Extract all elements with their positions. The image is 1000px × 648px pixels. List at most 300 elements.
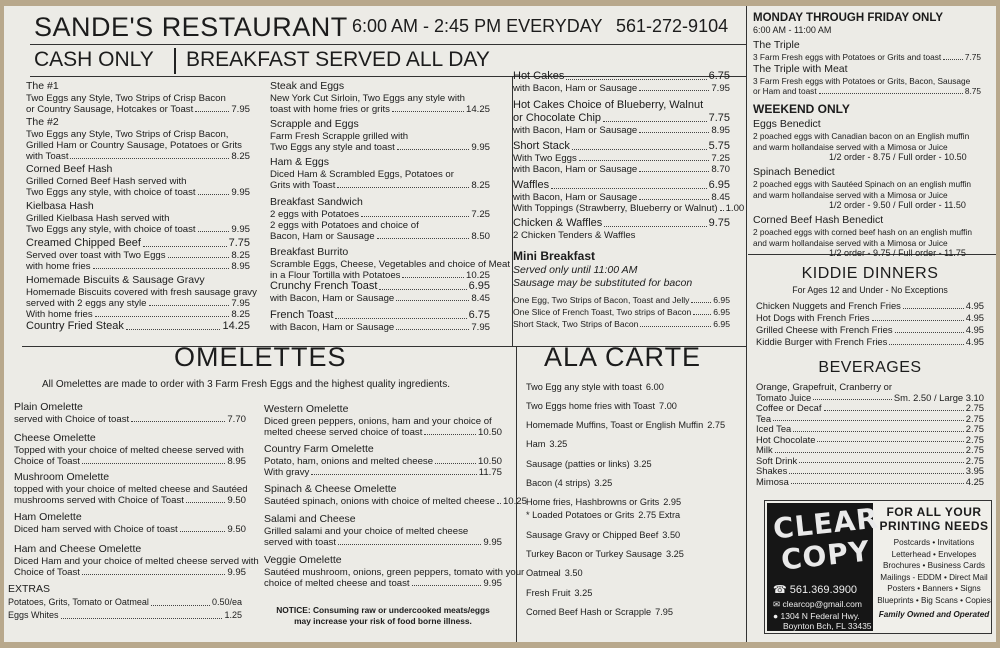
menu-item [264, 443, 502, 478]
item-desc: 2 poached eggs with corned beef hash on an english muffin [753, 227, 972, 237]
menu-item [264, 554, 525, 589]
weekday-title: MONDAY THROUGH FRIDAY ONLY [753, 12, 943, 24]
item-price: 7.75 [964, 52, 981, 62]
item-desc [513, 125, 730, 136]
item-price: 10.25 [502, 496, 527, 507]
ad-email: ✉ clearcop@gmail.com [773, 599, 862, 609]
item-desc [26, 176, 250, 187]
dot-leader [572, 140, 707, 150]
item-text: Kielbasa Hash [26, 200, 94, 212]
item-price: 9.95 [483, 578, 502, 589]
alacarte-item [526, 438, 736, 450]
item-name [270, 246, 490, 259]
beverage-item [756, 403, 984, 414]
item-price: 9.95 [231, 187, 250, 198]
menu-page [4, 6, 996, 642]
dot-leader [819, 86, 963, 94]
menu-item [270, 196, 490, 242]
logo-text-clear: CLEAR [771, 501, 881, 546]
item-desc [264, 537, 502, 548]
item-name [270, 156, 490, 169]
ad-service: Postcards • Invitations [893, 538, 975, 547]
item-price: 3.95 [965, 465, 984, 476]
alacarte-item [526, 496, 736, 508]
weekend-title: WEEKEND ONLY [753, 102, 850, 116]
item-desc [26, 250, 250, 261]
ad-services [877, 537, 991, 606]
separator: / [890, 152, 899, 162]
item-name [14, 432, 246, 445]
item-text: Short Stack, Two Strips of Bacon [513, 319, 639, 329]
item-text: Hot Dogs with French Fries [756, 312, 870, 323]
item-price: 2.75 [707, 420, 726, 430]
menu-item [26, 116, 250, 162]
item-desc [264, 567, 525, 578]
item-desc [14, 484, 246, 495]
ad-phone: ☎ 561.369.3900 [773, 584, 858, 596]
item-text: Short Stack [513, 140, 570, 152]
item-price: 7.75 [228, 237, 250, 249]
item-prices [753, 152, 981, 163]
extras-item [8, 609, 242, 622]
item-text: Mimosa [756, 475, 789, 487]
ad-tagline: Family Owned and Operated [878, 610, 990, 619]
kiddie-item [756, 300, 984, 312]
item-price: 7.00 [659, 401, 677, 411]
item-price: 3.25 [574, 588, 593, 598]
item-desc [270, 220, 490, 231]
item-text: Two Eggs any Style, Two Strips of Crisp Bacon [26, 93, 226, 104]
item-price: 14.25 [465, 104, 490, 115]
item-name [14, 511, 246, 524]
item-text: 3 Farm Fresh eggs with Potatoes or Grits, Bacon, Sausage [753, 75, 971, 86]
item-price: 4.95 [965, 324, 984, 335]
dot-leader [149, 298, 230, 306]
item-text: Farm Fresh Scrapple grilled with [270, 131, 409, 142]
alacarte-item [526, 587, 736, 599]
item-price: 2.75 [965, 444, 984, 455]
item-price: 9.95 [483, 537, 502, 548]
hours: 6:00 AM - 2:45 PM EVERYDAY [352, 16, 603, 36]
item-desc: 2 poached eggs with Canadian bacon on an English muffin [753, 131, 970, 141]
ad-service: Letterhead • Envelopes [891, 549, 977, 559]
item-text: Soft Drink [756, 454, 798, 466]
item-price: 10.50 [477, 456, 502, 467]
menu-item [264, 403, 502, 438]
half-order-price: 1/2 order - 9.50 [829, 200, 891, 210]
dot-leader [198, 224, 230, 232]
item-text: or Chocolate Chip [513, 112, 602, 124]
item-text: * Loaded Potatoes or Grits [526, 510, 635, 520]
ad-address-city: Boynton Bch, FL 33435 [783, 621, 872, 631]
dot-leader [311, 467, 476, 475]
menu-item [14, 471, 246, 506]
beverage-item [756, 445, 984, 456]
item-text: with Bacon, Ham or Sausage [270, 322, 395, 333]
item-price: 6.75 [708, 70, 730, 82]
item-price: 7.25 [711, 153, 730, 164]
menu-item [14, 401, 246, 425]
item-text: Ham and Cheese Omelette [14, 543, 142, 555]
item-desc [26, 224, 250, 235]
item-desc [513, 230, 730, 241]
item-price: 8.70 [711, 164, 730, 175]
item-text: Diced ham served with Choice of toast [14, 524, 178, 535]
item-price: 3.50 [662, 530, 681, 540]
dot-leader [789, 466, 963, 474]
mini-item [513, 294, 730, 306]
dot-leader [338, 537, 481, 545]
item-text: French Toast [270, 309, 334, 321]
item-text: Ham & Eggs [270, 156, 329, 168]
item-price: Sm. 2.50 / Large 3.10 [893, 392, 984, 403]
item-price: 9.75 [708, 217, 730, 229]
item-text: Corned Beef Hash [26, 163, 113, 175]
item-name [264, 443, 502, 456]
divider [30, 44, 746, 45]
item-text: Choice of Toast [14, 456, 80, 467]
dot-leader [126, 320, 221, 330]
dot-leader [412, 578, 482, 586]
item-desc: and warm hollandaise served with a Mimosa or Juice [753, 237, 948, 248]
dot-leader [889, 336, 963, 345]
dot-leader [361, 209, 469, 217]
item-price: 8.45 [471, 293, 490, 304]
mini-breakfast [513, 249, 730, 330]
item-text: Steak and Eggs [270, 80, 345, 92]
item-desc [270, 169, 490, 180]
item-price: 2.75 [965, 454, 984, 466]
item-name: Spinach Benedict [753, 166, 835, 178]
item-price: 6.95 [468, 280, 490, 292]
item-price: 8.95 [227, 456, 246, 467]
clearcopy-ad [764, 500, 992, 634]
dot-leader [497, 496, 501, 504]
beverage-item [756, 424, 984, 435]
item-desc [14, 445, 246, 456]
menu-item [513, 112, 730, 136]
mini-item [513, 306, 730, 318]
item-name: Corned Beef Hash Benedict [753, 214, 884, 226]
alacarte-item [526, 606, 736, 618]
dot-leader [402, 270, 464, 278]
item-text: The #1 [26, 80, 59, 92]
item-text: served with 2 eggs any style [26, 298, 147, 309]
dot-leader [396, 322, 469, 330]
full-order-price: Full order - 11.50 [898, 200, 966, 210]
item-desc [26, 213, 250, 224]
dot-leader [397, 142, 470, 150]
item-text: Country Farm Omelette [264, 443, 374, 455]
logo-text-copy: COPY [779, 534, 872, 577]
item-name [270, 280, 490, 293]
dot-leader [604, 217, 706, 227]
item-text: Ham [526, 439, 546, 449]
item-prices [753, 248, 981, 259]
item-text: Grilled salami and your choice of melted cheese [264, 526, 469, 537]
item-text: Shakes [756, 465, 788, 476]
item-price: 7.70 [227, 414, 246, 425]
weekday-hours: 6:00 AM - 11:00 AM [753, 25, 832, 35]
dot-leader [186, 495, 225, 503]
item-desc [26, 287, 257, 298]
email-icon: ✉ [773, 599, 783, 609]
item-desc [270, 93, 490, 104]
item-price: 7.95 [231, 298, 250, 309]
item-text: Creamed Chipped Beef [26, 237, 141, 249]
dot-leader [93, 261, 230, 269]
item-price: 10.50 [477, 427, 502, 438]
divider [174, 48, 176, 74]
dot-leader [396, 293, 469, 301]
item-desc [270, 131, 490, 142]
item-desc [753, 86, 981, 97]
menu-item [270, 118, 490, 153]
beverage-item [756, 435, 984, 446]
item-text: Breakfast Sandwich [270, 196, 363, 208]
item-text: with home fries [26, 261, 91, 272]
kiddie-section [756, 264, 984, 348]
dot-leader [70, 151, 229, 159]
item-price: 8.75 [964, 86, 981, 96]
dot-leader [799, 456, 964, 464]
dot-leader [639, 83, 709, 91]
item-text: Home fries, Hashbrowns or Grits [526, 497, 660, 507]
menu-item [26, 200, 250, 235]
item-text: Two Eggs any style, with choice of toast [26, 187, 196, 198]
breakfast-heading: BREAKFAST SERVED ALL DAY [186, 48, 490, 71]
item-prices [753, 200, 981, 211]
half-order-price: 1/2 order - 8.75 [829, 152, 891, 162]
dot-leader [392, 104, 464, 112]
weekend-section [753, 102, 981, 262]
item-desc: and warm hollandaise served with a Mimosa or Juice [753, 189, 948, 200]
item-text: With home fries [26, 309, 93, 320]
beverage-item [756, 466, 984, 477]
beverages-title: BEVERAGES [818, 359, 922, 376]
item-price: 7.95 [231, 104, 250, 115]
item-text: served with toast [264, 537, 336, 548]
item-price: 6.00 [645, 382, 664, 392]
menu-item [26, 274, 257, 320]
item-price: 2.95 [663, 497, 682, 507]
item-desc [264, 496, 527, 507]
item-desc [270, 209, 490, 220]
item-desc [270, 293, 490, 304]
item-price: 9.95 [471, 142, 490, 153]
item-price: 14.25 [222, 320, 250, 332]
menu-item [513, 70, 730, 94]
menu-item [270, 246, 510, 281]
alacarte-item [526, 509, 736, 521]
item-price: 9.95 [231, 224, 250, 235]
item-text: Two Eggs any style and toast [270, 142, 395, 153]
item-text: Scramble Eggs, Cheese, Vegetables and choice of Meat [270, 259, 510, 270]
item-text: 2 eggs with Potatoes [270, 209, 360, 220]
item-name [264, 403, 502, 416]
item-price: 0.50/ea [211, 597, 242, 607]
item-text: 2 Chicken Tenders & Waffles [513, 230, 636, 241]
item-desc: 2 poached eggs with Sautéed Spinach on an english muffin [753, 179, 972, 189]
menu-item [513, 217, 730, 241]
dot-leader [773, 414, 964, 422]
item-text: Sautéed mushroom, onions, green peppers, tomato with your [264, 567, 525, 578]
dot-leader [566, 70, 706, 80]
ad-text [877, 505, 991, 621]
item-price: 8.95 [231, 261, 250, 272]
item-price: 2.75 [965, 412, 984, 424]
dot-leader [435, 456, 476, 464]
item-text: Topped with your choice of melted cheese served with [14, 445, 244, 456]
item-desc [26, 129, 250, 140]
location-pin-icon: ● [773, 611, 781, 621]
extras-title: EXTRAS [8, 583, 51, 595]
item-price: 7.95 [655, 607, 674, 617]
item-desc [26, 104, 250, 115]
item-price: 6.95 [713, 319, 730, 329]
item-desc [14, 414, 246, 425]
menu-item [513, 99, 730, 112]
ad-service: Mailings - EDDM • Direct Mail [880, 572, 988, 582]
item-price: 3.25 [633, 459, 652, 469]
item-text: Diced Ham & Scrambled Eggs, Potatoes or [270, 169, 454, 180]
item-price: 11.75 [478, 467, 502, 478]
item-price: 9.95 [227, 567, 246, 578]
item-text: Turkey Bacon or Turkey Sausage [526, 549, 663, 559]
item-desc [26, 309, 250, 320]
item-name [513, 179, 730, 192]
item-price: 4.95 [965, 336, 984, 347]
menu-item [26, 80, 250, 115]
phone: 561-272-9104 [616, 16, 729, 36]
dot-leader [824, 403, 964, 411]
item-text: choice of melted cheese and toast [264, 578, 410, 589]
dot-leader [551, 179, 707, 189]
item-desc [26, 93, 250, 104]
kiddie-subtitle: For Ages 12 and Under - No Exceptions [792, 285, 948, 295]
kiddie-item [756, 336, 984, 348]
half-order-price: 1/2 order - 9.75 [829, 248, 891, 258]
item-text: Grilled Ham or Country Sausage, Potatoes or Grits [26, 140, 242, 151]
item-desc [264, 578, 502, 589]
item-text: mushrooms served with Choice of Toast [14, 495, 184, 506]
cash-only: CASH ONLY [34, 48, 154, 71]
dot-leader [195, 104, 229, 112]
item-desc [264, 427, 502, 438]
item-price: 3.50 [564, 568, 583, 578]
item-desc: and warm hollandaise served with a Mimosa or Juice [753, 141, 948, 152]
item-text: with Bacon, Ham or Sausage [513, 83, 638, 94]
item-name [270, 80, 490, 93]
mini-note: Sausage may be substituted for bacon [513, 277, 693, 289]
item-text: Crunchy French Toast [270, 280, 378, 292]
item-text: Served over toast with Two Eggs [26, 250, 166, 261]
item-text: Chicken Nuggets and French Fries [756, 300, 901, 311]
menu-item [264, 513, 502, 548]
item-text: Iced Tea [756, 423, 792, 434]
item-name [26, 274, 250, 287]
item-text: Mushroom Omelette [14, 471, 110, 483]
ad-service: Blueprints • Big Scans • Copies [877, 595, 991, 605]
item-name [270, 309, 490, 322]
kiddie-item [756, 324, 984, 336]
dot-leader [639, 164, 709, 172]
item-text: 3 Farm Fresh eggs with Potatoes or Grits and toast [753, 52, 942, 62]
item-text: New York Cut Sirloin, Two Eggs any style with [270, 93, 465, 104]
item-price: 4.95 [965, 300, 984, 311]
item-name [270, 118, 490, 131]
item-text: Grilled Kielbasa Hash served with [26, 213, 170, 224]
item-price: 7.25 [471, 209, 490, 220]
item-name: The Triple with Meat [753, 62, 848, 75]
full-order-price: Full order - 10.50 [898, 152, 967, 162]
item-price: 8.25 [231, 151, 250, 162]
item-desc [270, 259, 510, 270]
menu-item [14, 511, 246, 535]
item-price: 8.95 [711, 125, 730, 136]
dot-leader [817, 435, 963, 443]
item-desc [270, 231, 490, 242]
alacarte-title: ALA CARTE [544, 342, 702, 372]
item-desc [26, 187, 250, 198]
omelettes-intro: All Omelettes are made to order with 3 Farm Fresh Eggs and the highest quality ingredients. [42, 379, 450, 390]
dot-leader [943, 52, 963, 60]
item-name [513, 217, 730, 230]
omelettes-title: OMELETTES [174, 342, 347, 372]
dot-leader [639, 192, 709, 200]
item-price: 7.95 [471, 322, 490, 333]
restaurant-name: SANDE'S RESTAURANT [34, 12, 348, 42]
dot-leader [424, 427, 476, 435]
item-desc [264, 526, 502, 537]
item-text: Hot Cakes [513, 70, 565, 82]
alacarte-item [526, 548, 736, 560]
item-desc: Orange, Grapefruit, Cranberry or [756, 381, 892, 392]
dot-leader [95, 309, 230, 317]
item-name [26, 200, 250, 213]
dot-leader [198, 187, 230, 195]
item-text: Two Eggs any style, with choice of toast [26, 224, 196, 235]
item-desc [14, 556, 259, 567]
item-text: with Bacon, Ham or Sausage [513, 164, 638, 175]
item-price: 10.25 [465, 270, 490, 281]
item-desc [14, 524, 246, 535]
item-text: Oatmeal [526, 568, 561, 578]
dot-leader [61, 609, 223, 619]
item-price: 5.75 [708, 140, 730, 152]
item-desc [513, 153, 730, 164]
item-name [264, 513, 502, 526]
item-text: in a Flour Tortilla with Potatoes [270, 270, 401, 281]
alacarte-item [526, 567, 736, 579]
item-price: 2.75 [965, 433, 984, 445]
item-name [26, 163, 250, 176]
item-name [264, 483, 502, 496]
item-desc [270, 180, 490, 191]
item-desc [26, 140, 250, 151]
clearcopy-logo [767, 501, 881, 631]
item-name [14, 471, 246, 484]
dot-leader [379, 280, 466, 290]
mini-note: Served only until 11:00 AM [513, 264, 638, 276]
item-text: Salami and Cheese [264, 513, 356, 525]
item-text: or Ham and toast [753, 86, 817, 96]
item-text: Eggs Whites [8, 610, 59, 620]
extras-item [8, 596, 242, 609]
item-text: with Toast [26, 151, 69, 162]
item-text: with Bacon, Ham or Sausage [513, 192, 638, 203]
item-text: Two Eggs any Style, Two Strips of Crisp Bacon, [26, 129, 229, 140]
